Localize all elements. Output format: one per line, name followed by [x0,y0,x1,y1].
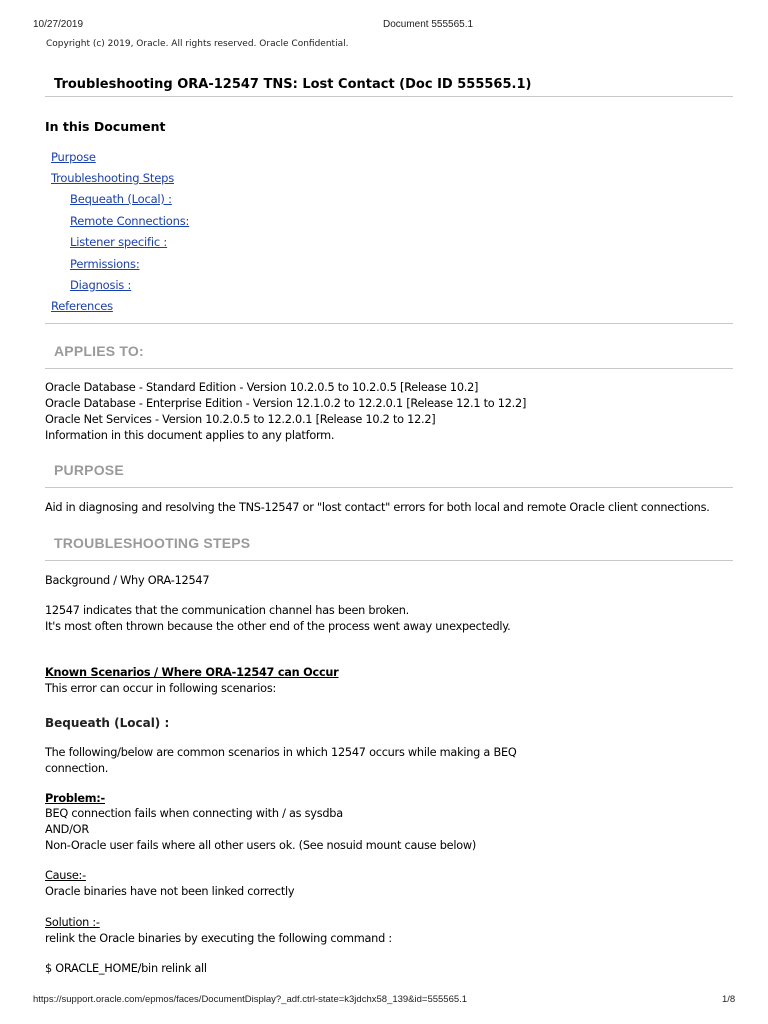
problem-label: Problem:- [45,792,105,805]
known-scenarios-heading: Known Scenarios / Where ORA-12547 can Occur [45,666,339,679]
toc-link-references[interactable]: References [51,299,113,313]
toc-heading: In this Document [45,119,166,134]
cause-text: Oracle binaries have not been linked correctly [45,885,295,898]
explanation-line: 12547 indicates that the communication channel has been broken. [45,604,409,617]
applies-to-line: Information in this document applies to any platform. [45,429,335,442]
toc-link-diagnosis[interactable]: Diagnosis : [70,278,132,292]
document-title: Troubleshooting ORA-12547 TNS: Lost Contact (Doc ID 555565.1) [54,77,532,92]
purpose-heading: PURPOSE [54,462,124,478]
applies-to-divider [45,368,733,369]
toc-link-remote-connections[interactable]: Remote Connections: [70,214,190,228]
bequeath-heading: Bequeath (Local) : [45,716,170,730]
problem-line: AND/OR [45,823,89,836]
print-doc-name: Document 555565.1 [383,19,474,30]
toc-divider [45,323,733,324]
problem-line: Non-Oracle user fails where all other users ok. (See nosuid mount cause below) [45,839,477,852]
toc-link-troubleshooting-steps[interactable]: Troubleshooting Steps [51,171,174,185]
background-label: Background / Why ORA-12547 [45,574,210,587]
solution-text: relink the Oracle binaries by executing the following command : [45,932,392,945]
applies-to-line: Oracle Database - Standard Edition - Version 10.2.0.5 to 10.2.0.5 [Release 10.2] [45,381,479,394]
troubleshooting-divider [45,560,733,561]
purpose-text: Aid in diagnosing and resolving the TNS-12547 or "lost contact" errors for both local and remote Oracle client connections. [45,501,710,514]
toc-link-bequeath-local[interactable]: Bequeath (Local) : [70,192,172,206]
cause-label: Cause:- [45,869,86,882]
purpose-divider [45,487,733,488]
print-date: 10/27/2019 [33,19,84,30]
toc-link-permissions[interactable]: Permissions: [70,257,140,271]
solution-label: Solution :- [45,916,100,929]
bequeath-text: The following/below are common scenarios in which 12547 occurs while making a BEQ [45,746,517,759]
print-url: https://support.oracle.com/epmos/faces/DocumentDisplay?_adf.ctrl-state=k3jdchx58_139&id=555565.1 [33,994,468,1005]
page-number: 1/8 [722,994,736,1005]
explanation-line: It's most often thrown because the other end of the process went away unexpectedly. [45,620,511,633]
title-divider [45,96,733,97]
known-scenarios-text: This error can occur in following scenarios: [45,682,277,695]
problem-line: BEQ connection fails when connecting with / as sysdba [45,807,343,820]
toc-link-purpose[interactable]: Purpose [51,150,96,164]
applies-to-line: Oracle Database - Enterprise Edition - Version 12.1.0.2 to 12.2.0.1 [Release 12.1 to 12.2] [45,397,527,410]
applies-to-line: Oracle Net Services - Version 10.2.0.5 to 12.2.0.1 [Release 10.2 to 12.2] [45,413,436,426]
copyright-notice: Copyright (c) 2019, Oracle. All rights reserved. Oracle Confidential. [46,39,349,49]
bequeath-text: connection. [45,762,109,775]
relink-command: $ ORACLE_HOME/bin relink all [45,962,207,975]
toc-link-listener-specific[interactable]: Listener specific : [70,235,168,249]
troubleshooting-heading: TROUBLESHOOTING STEPS [54,535,251,551]
applies-to-heading: APPLIES TO: [54,343,144,359]
